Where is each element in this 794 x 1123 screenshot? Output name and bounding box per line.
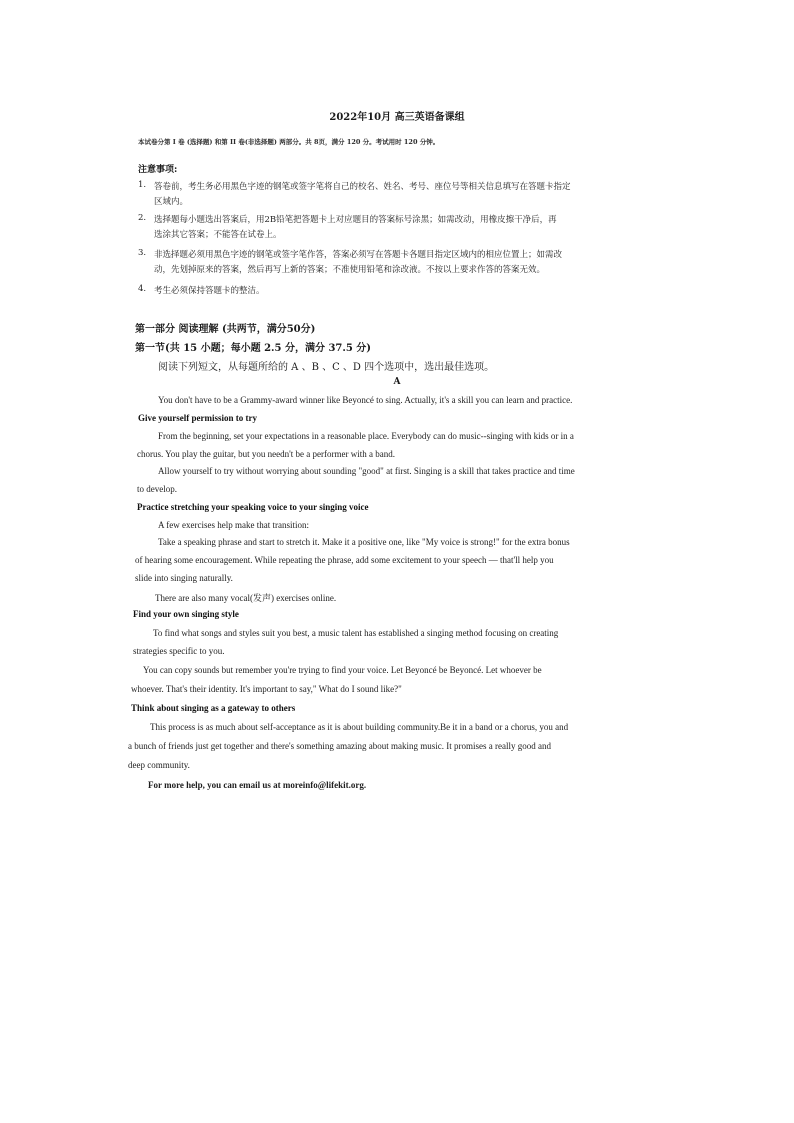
passage-paragraph: From the beginning, set your expectations in a reasonable place. Everybody can do music--singing with kids or in a	[158, 431, 574, 441]
passage-subheading: Practice stretching your speaking voice to your singing voice	[137, 502, 369, 512]
passage-subheading: Find your own singing style	[133, 609, 239, 619]
passage-paragraph: You can copy sounds but remember you're trying to find your voice. Let Beyoncé be Beyoncé. Let whoever be	[143, 665, 542, 675]
passage-paragraph: Take a speaking phrase and start to stretch it. Make it a positive one, like "My voice is strong!" for the extra bonus	[158, 537, 570, 547]
notice-item-text: 动，先划掉原来的答案，然后再写上新的答案；不准使用铅笔和涂改液。不按以上要求作答的答案无效。	[154, 265, 546, 275]
passage-paragraph: slide into singing naturally.	[135, 573, 233, 583]
passage-subheading: Give yourself permission to try	[138, 413, 257, 423]
section-title: 第一节(共 15 小题；每小题 2.5 分，满分 37.5 分)	[135, 343, 372, 354]
passage-paragraph: whoever. That's their identity. It's important to say," What do I sound like?"	[131, 684, 402, 694]
notice-heading: 注意事项:	[138, 165, 178, 175]
part-title: 第一部分 阅读理解 (共两节，满分50分)	[135, 324, 316, 335]
passage-paragraph: strategies specific to you.	[133, 646, 225, 656]
notice-item-number: 3.	[138, 248, 147, 258]
passage-paragraph: chorus. You play the guitar, but you needn't be a performer with a band.	[137, 449, 395, 459]
notice-item-number: 1.	[138, 180, 147, 190]
passage-paragraph: A few exercises help make that transition:	[158, 520, 309, 530]
section-instruction: 阅读下列短文，从每题所给的 A 、B 、C 、D 四个选项中，选出最佳选项。	[158, 362, 495, 373]
exam-intro: 本试卷分第 I 卷 (选择题) 和第 II 卷(非选择题) 两部分。共 8页，满分 120 分。考试用时 120 分钟。	[138, 138, 440, 146]
passage-subheading: Think about singing as a gateway to others	[131, 703, 296, 713]
passage-paragraph: To find what songs and styles suit you best, a music talent has established a singing method focusing on creating	[153, 628, 559, 638]
notice-item-text: 选涂其它答案；不能答在试卷上。	[154, 230, 282, 240]
passage-paragraph: to develop.	[137, 484, 177, 494]
passage-paragraph: a bunch of friends just get together and there's something amazing about making music. It promises a really good and	[128, 741, 552, 751]
notice-item-text: 考生必须保持答题卡的整洁。	[154, 286, 265, 296]
notice-item-text: 非选择题必须用黑色字迹的钢笔或签字笔作答，答案必须写在答题卡各题目指定区域内的相应位置上；如需改	[154, 250, 563, 260]
notice-item-text: 答卷前，考生务必用黑色字迹的钢笔或签字笔将自己的校名、姓名、考号、座位号等相关信息填写在答题卡指定	[154, 182, 571, 192]
passage-contact: For more help, you can email us at moreinfo@lifekit.org.	[148, 780, 367, 790]
passage-label: A	[393, 377, 401, 387]
notice-item-text: 选择题每小题选出答案后，用2B铅笔把答题卡上对应题目的答案标号涂黑；如需改动，用橡皮擦干净后，再	[154, 215, 557, 225]
passage-paragraph: Allow yourself to try without worrying about sounding "good" at first. Singing is a skill that takes practice and time	[158, 466, 575, 476]
passage-paragraph: There are also many vocal(发声) exercises online.	[155, 593, 337, 603]
passage-paragraph: of hearing some encouragement. While repeating the phrase, add some excitement to your speech — that'll help you	[135, 555, 554, 565]
notice-item-number: 4.	[138, 284, 147, 294]
passage-paragraph: You don't have to be a Grammy-award winner like Beyoncé to sing. Actually, it's a skill you can learn and practice.	[158, 395, 573, 405]
notice-item-number: 2.	[138, 213, 147, 223]
passage-paragraph: This process is as much about self-acceptance as it is about building community.Be it in a band or a chorus, you and	[150, 722, 569, 732]
notice-item-text: 区域内。	[154, 197, 189, 207]
passage-paragraph: deep community.	[128, 760, 190, 770]
page-title: 2022年10月 高三英语备课组	[329, 112, 465, 123]
